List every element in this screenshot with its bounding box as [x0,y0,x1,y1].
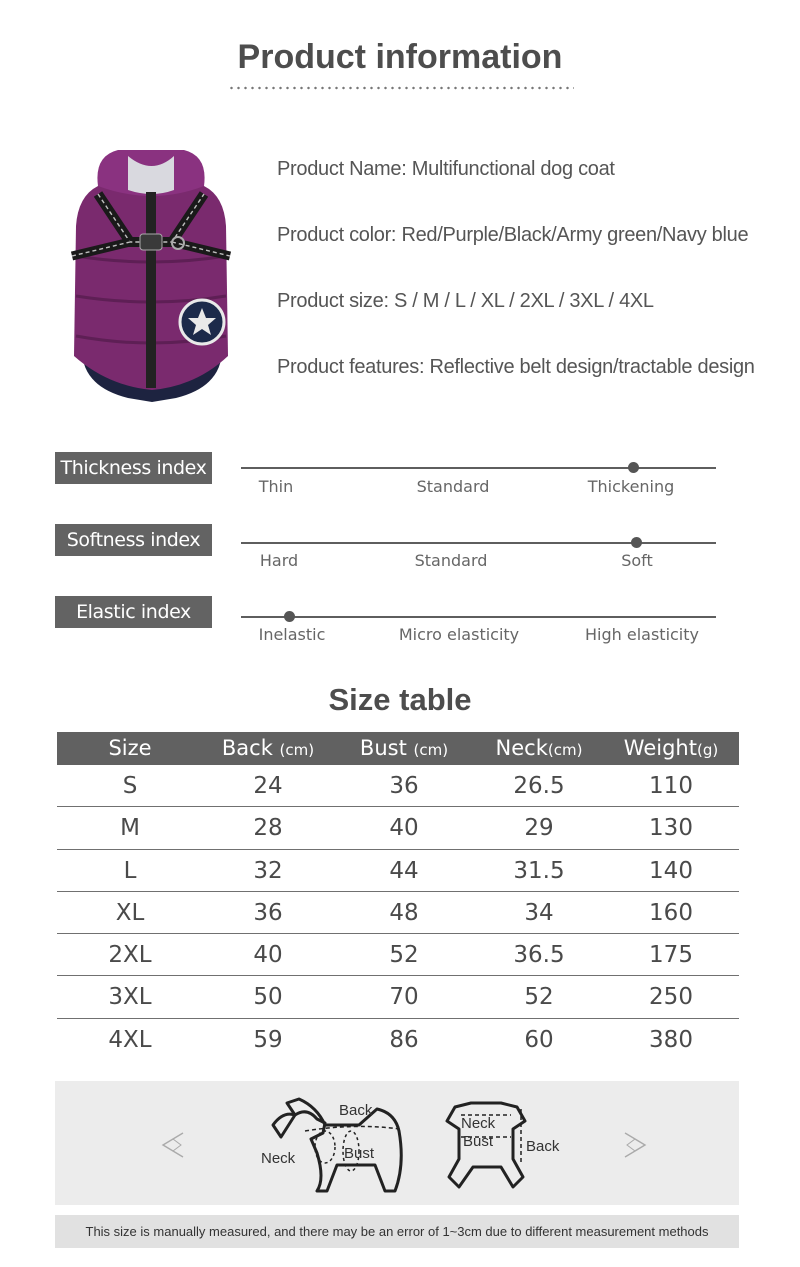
table-row [57,934,739,976]
cell-bust: 40 [389,815,419,842]
softness-index-marker [631,537,642,548]
cell-bust: 48 [389,899,419,926]
product-color-line: Product color: Red/Purple/Black/Army green/Navy blue [277,224,749,246]
thickness-option-standard: Standard [416,477,490,496]
cell-bust: 52 [389,942,419,969]
diagram-side-bust-label: Bust [344,1145,375,1162]
product-features-line: Product features: Reflective belt design/tractable design [277,356,755,378]
header-neck: Neck(cm) [495,736,583,760]
diagram-side-neck-label: Neck [261,1150,296,1167]
cell-size: M [120,815,140,842]
elastic-option-high: High elasticity [585,625,699,644]
size-table-header [57,732,739,765]
dog-vest-image [68,146,234,408]
cell-neck: 26.5 [513,773,565,799]
elastic-option-micro: Micro elasticity [398,625,520,644]
softness-option-hard: Hard [259,551,299,570]
cell-size: 4XL [108,1026,152,1053]
cell-size: S [122,773,138,799]
size-table [57,732,739,1061]
cell-size: XL [115,899,145,926]
cell-weight: 110 [649,773,693,799]
cell-size: L [123,857,137,884]
cell-neck: 36.5 [513,942,565,969]
cell-neck: 52 [524,984,554,1011]
elastic-index-label: Elastic index [55,596,212,628]
cell-bust: 36 [389,773,419,799]
softness-index-label: Softness index [55,524,212,556]
elastic-index-scale [241,616,716,618]
cell-bust: 70 [389,984,419,1011]
chevron-right-icon [625,1133,645,1157]
table-row [57,892,739,934]
measurement-note: This size is manually measured, and there may be an error of 1~3cm due to different measurement methods [55,1215,739,1248]
cell-back: 32 [253,857,283,884]
cell-weight: 140 [649,857,693,884]
cell-back: 28 [253,815,283,842]
elastic-option-inelastic: Inelastic [258,625,326,644]
cell-weight: 250 [649,984,693,1011]
table-row [57,765,739,807]
cell-back: 36 [253,899,283,926]
header-bust: Bust (cm) [359,736,449,760]
cell-bust: 44 [389,857,419,884]
cell-neck: 31.5 [513,857,565,884]
cell-back: 50 [253,984,283,1011]
table-row [57,850,739,892]
product-size-line: Product size: S / M / L / XL / 2XL / 3XL / 4XL [277,290,654,312]
thickness-index-marker [628,462,639,473]
header-size: Size [108,736,152,760]
table-row [57,1019,739,1061]
diagram-top-back-label: Back [526,1138,560,1155]
cell-weight: 130 [649,815,693,842]
table-row [57,976,739,1018]
size-table-title: Size table [328,682,472,717]
diagram-side-back-label: Back [339,1102,373,1119]
header-weight: Weight(g) [623,736,719,760]
cell-back: 59 [253,1026,283,1053]
softness-option-soft: Soft [621,551,653,570]
softness-index-scale [241,542,716,544]
softness-option-standard: Standard [414,551,488,570]
dog-side-outline-icon [273,1099,401,1191]
measurement-diagram [55,1081,739,1205]
thickness-option-thin: Thin [258,477,294,496]
cell-neck: 29 [524,815,554,842]
diagram-top-neck-label: Neck [461,1115,496,1132]
product-name-line: Product Name: Multifunctional dog coat [277,158,615,180]
page-title: Product information [237,38,563,76]
cell-neck: 34 [524,899,554,926]
cell-neck: 60 [524,1026,554,1053]
cell-size: 3XL [108,984,152,1011]
thickness-option-thickening: Thickening [587,477,675,496]
cell-back: 24 [253,773,283,799]
diagram-top-bust-label: Bust [463,1133,494,1150]
cell-back: 40 [253,942,283,969]
cell-size: 2XL [108,942,152,969]
header-back: Back (cm) [221,736,315,760]
cell-weight: 160 [649,899,693,926]
elastic-index-marker [284,611,295,622]
cell-bust: 86 [389,1026,419,1053]
cell-weight: 380 [649,1026,693,1053]
table-row [57,807,739,849]
cell-weight: 175 [649,942,693,969]
chevron-left-icon [163,1133,183,1157]
thickness-index-scale [241,467,716,469]
title-dotted-underline [228,86,574,90]
thickness-index-label: Thickness index [55,452,212,484]
